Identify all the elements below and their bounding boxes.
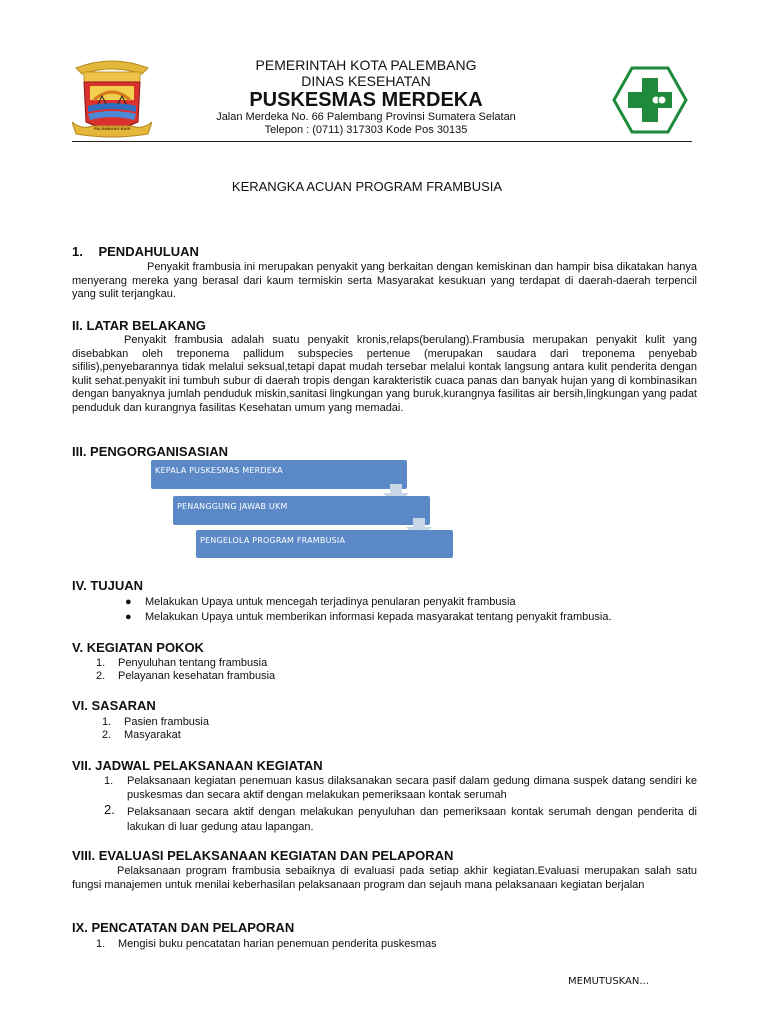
list-item xyxy=(102,715,692,729)
org-box-ukm xyxy=(173,496,430,525)
list-item-text: Mengisi buku pencatatan harian penemuan penderita puskesmas xyxy=(118,938,437,950)
header-phone: Telepon : (0711) 317303 Kode Pos 30135 xyxy=(264,124,468,136)
section-1-heading xyxy=(72,244,199,259)
header-institution-name: PUSKESMAS MERDEKA xyxy=(249,89,483,111)
list-item xyxy=(125,610,695,624)
continuation-note: MEMUTUSKAN... xyxy=(568,976,649,987)
section-2-heading: II. LATAR BELAKANG xyxy=(72,318,206,333)
section-1-paragraph: Penyakit frambusia ini merupakan penyakit yang berkaitan dengan kemiskinan dan hampir bisa dikatakan hanya menyerang mereka yang berasal dari kaum termiskin serta Masyarakat kesukuan yang terdapat di daerah-daerah terpencil yang sulit terjangkau. xyxy=(72,261,697,300)
list-item-text: Pasien frambusia xyxy=(124,716,209,728)
list-number: 2. xyxy=(104,802,115,817)
section-6-heading: VI. SASARAN xyxy=(72,698,156,713)
section-4-heading: IV. TUJUAN xyxy=(72,578,144,593)
list-number: 1. xyxy=(104,775,114,787)
list-item-text: Melakukan Upaya untuk memberikan informasi kepada masyarakat tentang penyakit frambusia. xyxy=(145,611,612,623)
header-address: Jalan Merdeka No. 66 Palembang Provinsi Sumatera Selatan xyxy=(216,111,516,123)
org-box-head-label: KEPALA PUSKESMAS MERDEKA xyxy=(155,466,283,475)
list-number: 1. xyxy=(96,657,106,669)
list-item xyxy=(96,937,686,951)
section-1-number: 1. xyxy=(72,244,83,259)
section-1-title: PENDAHULUAN xyxy=(98,244,199,259)
list-item-text: Pelayanan kesehatan frambusia xyxy=(118,670,276,682)
section-3-heading: III. PENGORGANISASIAN xyxy=(72,444,229,459)
puskesmas-logo-icon xyxy=(612,66,688,134)
letterhead-rule xyxy=(72,141,692,142)
header-line-2: DINAS KESEHATAN xyxy=(301,73,431,89)
list-number: 2. xyxy=(102,729,112,741)
section-8-heading: VIII. EVALUASI PELAKSANAAN KEGIATAN DAN PELAPORAN xyxy=(72,848,454,863)
header-line-1: PEMERINTAH KOTA PALEMBANG xyxy=(255,57,477,73)
section-5-heading: V. KEGIATAN POKOK xyxy=(72,640,204,655)
org-box-program xyxy=(196,530,453,558)
org-box-program-label: PENGELOLA PROGRAM FRAMBUSIA xyxy=(200,536,346,545)
list-item-text: Penyuluhan tentang frambusia xyxy=(118,657,268,669)
section-2-paragraph: Penyakit frambusia adalah suatu penyakit kronis,relaps(berulang).Frambusia merupakan penyakit kulit yang disebabkan oleh treponema pallidum subspecies pertenue (merupakan saudara dari treponema penyebab sifilis),penyebarannya tidak melalui seksual,tetapi dapat mudah tersebar melalui kontak langsung antara kulit penderita dengan kulit sehat.penyakit ini tumbuh subur di daerah tropis dengan karakteristik cuaca panas dan banyak hujan yang di kombinasikan dengan banyaknya jumlah penduduk miskin,sanitasi lingkungan yang buruk,kurangnya fasilitas air bersih,lingkungan yang padat penduduk dan kurangnya fasilitas Kesehatan umum yang memadai. xyxy=(72,334,697,414)
list-item-text: Masyarakat xyxy=(124,729,181,741)
list-item-text: Pelaksanaan secara aktif dengan melakukan penyuluhan dan pemeriksaan kontak serumah dengan penderita di lakukan di luar gedung atau lapangan. xyxy=(127,806,697,833)
list-item xyxy=(96,669,686,683)
list-item xyxy=(102,728,692,742)
document-title: KERANGKA ACUAN PROGRAM FRAMBUSIA xyxy=(231,179,503,194)
list-number: 1. xyxy=(102,716,112,728)
bullet-icon: ● xyxy=(125,596,132,608)
section-7-heading: VII. JADWAL PELAKSANAAN KEGIATAN xyxy=(72,758,323,773)
emblem-motto: PALEMBANG BARI xyxy=(94,126,131,131)
org-box-ukm-label: PENANGGUNG JAWAB UKM xyxy=(177,502,288,511)
list-number: 2. xyxy=(96,670,106,682)
bullet-icon: ● xyxy=(125,611,132,623)
list-item xyxy=(125,595,695,609)
section-8-paragraph: Pelaksanaan program frambusia sebaiknya di evaluasi pada setiap akhir kegiatan.Evaluasi merupakan salah satu fungsi manajemen untuk menilai keberhasilan pelaksanaan program dan sejauh mana pelaksanaan kegiatan berjalan xyxy=(72,865,697,891)
list-item-text: Pelaksanaan kegiatan penemuan kasus dilaksanakan secara pasif dalam gedung dimana suspek datang sendiri ke puskesmas dan secara aktif dengan melakukan pemeriksaan kontak serumah xyxy=(127,775,697,801)
org-box-head xyxy=(151,460,407,489)
list-item-text: Melakukan Upaya untuk mencegah terjadinya penularan penyakit frambusia xyxy=(145,596,516,608)
list-item xyxy=(96,656,686,670)
section-9-heading: IX. PENCATATAN DAN PELAPORAN xyxy=(72,920,295,935)
list-number: 1. xyxy=(96,938,106,950)
